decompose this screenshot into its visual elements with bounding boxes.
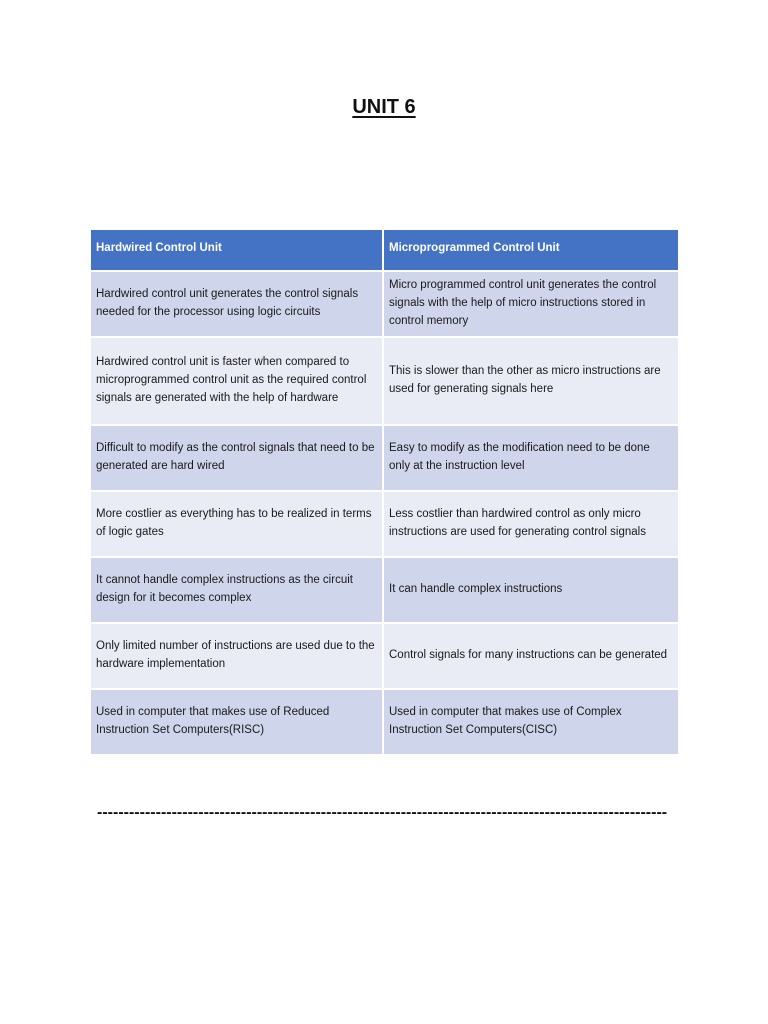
page-title: UNIT 6 — [352, 96, 416, 118]
table-row — [91, 556, 678, 622]
table-row — [91, 490, 678, 556]
table-row — [91, 622, 678, 688]
comparison-table — [91, 230, 678, 754]
hardwired-cell: Used in computer that makes use of Reduced Instruction Set Computers(RISC) — [91, 688, 384, 754]
hardwired-cell: Only limited number of instructions are used due to the hardware implementation — [91, 622, 384, 688]
hardwired-cell: Hardwired control unit generates the control signals needed for the processor using logic circuits — [91, 270, 384, 336]
hardwired-cell: Difficult to modify as the control signals that need to be generated are hard wired — [91, 424, 384, 490]
hardwired-cell: Hardwired control unit is faster when compared to microprogrammed control unit as the required control signals are generated with the help of hardware — [91, 336, 384, 424]
microprogrammed-cell: Used in computer that makes use of Complex Instruction Set Computers(CISC) — [384, 688, 678, 754]
table-row — [91, 336, 678, 424]
header-hardwired: Hardwired Control Unit — [91, 230, 384, 270]
table-header-row — [91, 230, 678, 270]
microprogrammed-cell: It can handle complex instructions — [384, 556, 678, 622]
separator-line: ----------------------------------------------------------------------------------------------------------- — [97, 804, 668, 821]
table-row — [91, 424, 678, 490]
header-microprogrammed: Microprogrammed Control Unit — [384, 230, 678, 270]
microprogrammed-cell: This is slower than the other as micro instructions are used for generating signals here — [384, 336, 678, 424]
microprogrammed-cell: Easy to modify as the modification need to be done only at the instruction level — [384, 424, 678, 490]
hardwired-cell: It cannot handle complex instructions as the circuit design for it becomes complex — [91, 556, 384, 622]
microprogrammed-cell: Control signals for many instructions can be generated — [384, 622, 678, 688]
microprogrammed-cell: Less costlier than hardwired control as only micro instructions are used for generating control signals — [384, 490, 678, 556]
table-row — [91, 270, 678, 336]
table-row — [91, 688, 678, 754]
hardwired-cell: More costlier as everything has to be realized in terms of logic gates — [91, 490, 384, 556]
microprogrammed-cell: Micro programmed control unit generates the control signals with the help of micro instructions stored in control memory — [384, 270, 678, 336]
